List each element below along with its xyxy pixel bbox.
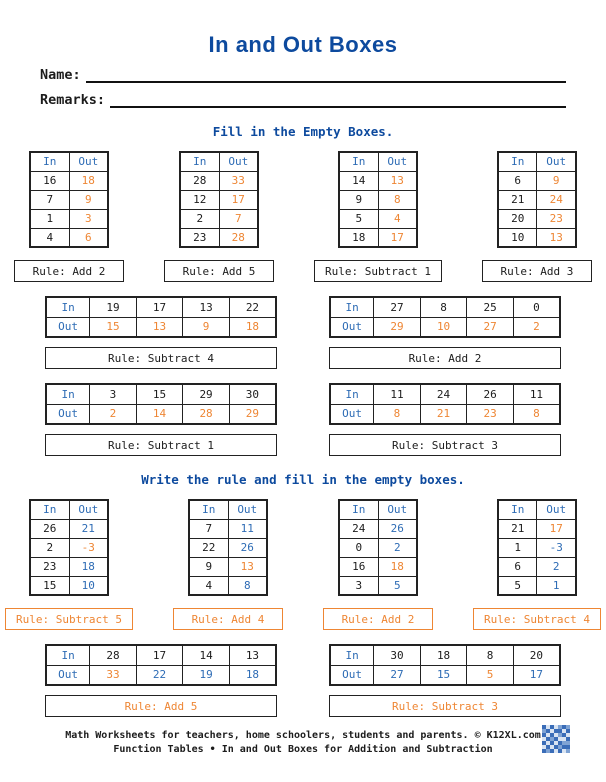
- in-out-table: [45, 644, 277, 686]
- in-out-table: [338, 151, 418, 248]
- in-header: In: [46, 645, 90, 665]
- rule-box: Rule: Subtract 4: [45, 347, 277, 369]
- in-header: In: [30, 152, 69, 171]
- out-value: 26: [378, 519, 417, 538]
- in-value: 14: [183, 645, 230, 665]
- remarks-label: Remarks:: [40, 92, 106, 108]
- out-value: 27: [374, 665, 421, 685]
- worksheet-page: [0, 32, 606, 782]
- out-value: -3: [69, 538, 108, 557]
- name-blank-line: [86, 66, 566, 83]
- rule-box: Rule: Add 5: [45, 695, 277, 717]
- out-value: 19: [183, 665, 230, 685]
- out-value: 3: [69, 209, 108, 228]
- out-header: Out: [330, 404, 374, 424]
- in-value: 26: [30, 519, 69, 538]
- out-value: 9: [69, 190, 108, 209]
- rule-box: Rule: Subtract 3: [329, 695, 561, 717]
- footer-line-1: Math Worksheets for teachers, home schoolers, students and parents. © K12XL.com: [65, 730, 541, 741]
- out-header: Out: [46, 404, 90, 424]
- in-value: 0: [339, 538, 378, 557]
- out-value: 9: [183, 317, 230, 337]
- out-header: Out: [378, 500, 417, 519]
- in-value: 17: [136, 645, 183, 665]
- in-header: In: [339, 152, 378, 171]
- section1-horizontal-tables-row1: [45, 296, 561, 369]
- in-value: 24: [339, 519, 378, 538]
- section2-heading: Write the rule and fill in the empty boxes.: [141, 472, 465, 487]
- out-value: 2: [513, 317, 560, 337]
- table-block: [45, 296, 277, 369]
- section1-vertical-tables: [0, 151, 606, 282]
- in-value: 6: [498, 557, 537, 576]
- in-value: 7: [189, 519, 228, 538]
- in-value: 2: [180, 209, 219, 228]
- out-value: 8: [374, 404, 421, 424]
- out-value: 23: [537, 209, 576, 228]
- in-value: 9: [339, 190, 378, 209]
- in-out-table: [179, 151, 259, 248]
- in-value: 16: [30, 171, 69, 190]
- out-value: 2: [90, 404, 137, 424]
- out-value: 18: [229, 665, 276, 685]
- out-value: 17: [378, 228, 417, 247]
- rule-box: Rule: Subtract 4: [473, 608, 601, 630]
- out-value: 7: [219, 209, 258, 228]
- out-value: 29: [374, 317, 421, 337]
- in-value: 15: [136, 384, 183, 404]
- out-value: 15: [90, 317, 137, 337]
- in-value: 20: [498, 209, 537, 228]
- out-value: 8: [513, 404, 560, 424]
- in-header: In: [498, 500, 537, 519]
- in-value: 11: [374, 384, 421, 404]
- footer: [0, 729, 606, 757]
- in-value: 4: [189, 576, 228, 595]
- in-value: 0: [513, 297, 560, 317]
- in-value: 22: [189, 538, 228, 557]
- in-value: 3: [339, 576, 378, 595]
- table-block: [329, 296, 561, 369]
- name-field: [40, 66, 566, 83]
- out-header: Out: [228, 500, 267, 519]
- in-out-table: [329, 383, 561, 425]
- page-title: In and Out Boxes: [208, 32, 398, 57]
- section2-vertical-tables: [0, 499, 606, 630]
- out-value: 4: [378, 209, 417, 228]
- out-value: 5: [467, 665, 514, 685]
- in-value: 14: [339, 171, 378, 190]
- out-value: 10: [69, 576, 108, 595]
- out-header: Out: [537, 500, 576, 519]
- table-block: [323, 499, 433, 630]
- in-value: 21: [498, 190, 537, 209]
- in-value: 15: [30, 576, 69, 595]
- in-value: 3: [90, 384, 137, 404]
- section2-horizontal-tables: [45, 644, 561, 717]
- table-block: [14, 151, 124, 282]
- in-header: In: [330, 297, 374, 317]
- in-value: 28: [90, 645, 137, 665]
- in-value: 11: [513, 384, 560, 404]
- in-value: 9: [189, 557, 228, 576]
- remarks-blank-line: [110, 91, 566, 108]
- in-value: 23: [30, 557, 69, 576]
- out-value: 10: [420, 317, 467, 337]
- out-value: 15: [420, 665, 467, 685]
- in-value: 8: [420, 297, 467, 317]
- out-value: 13: [228, 557, 267, 576]
- in-value: 6: [498, 171, 537, 190]
- table-block: [329, 383, 561, 456]
- rule-box: Rule: Subtract 3: [329, 434, 561, 456]
- out-value: 33: [90, 665, 137, 685]
- in-value: 17: [136, 297, 183, 317]
- out-value: 5: [378, 576, 417, 595]
- in-value: 1: [498, 538, 537, 557]
- in-value: 12: [180, 190, 219, 209]
- qr-code-icon: [542, 725, 570, 753]
- in-value: 10: [498, 228, 537, 247]
- table-block: [314, 151, 442, 282]
- in-header: In: [330, 384, 374, 404]
- out-value: 14: [136, 404, 183, 424]
- name-label: Name:: [40, 67, 81, 83]
- in-value: 21: [498, 519, 537, 538]
- out-value: 8: [378, 190, 417, 209]
- out-header: Out: [330, 665, 374, 685]
- out-value: 18: [69, 557, 108, 576]
- section1-horizontal-tables-row2: [45, 383, 561, 456]
- in-value: 24: [420, 384, 467, 404]
- in-out-table: [45, 383, 277, 425]
- in-value: 13: [229, 645, 276, 665]
- in-value: 5: [339, 209, 378, 228]
- out-value: 8: [228, 576, 267, 595]
- in-out-table: [329, 644, 561, 686]
- in-out-table: [338, 499, 418, 596]
- out-value: 23: [467, 404, 514, 424]
- table-block: [329, 644, 561, 717]
- rule-box: Rule: Subtract 5: [5, 608, 133, 630]
- in-value: 20: [513, 645, 560, 665]
- in-value: 19: [90, 297, 137, 317]
- in-value: 8: [467, 645, 514, 665]
- in-value: 23: [180, 228, 219, 247]
- out-value: 17: [537, 519, 576, 538]
- in-header: In: [330, 645, 374, 665]
- out-value: 2: [537, 557, 576, 576]
- table-block: [164, 151, 274, 282]
- in-out-table: [497, 499, 577, 596]
- in-out-table: [329, 296, 561, 338]
- table-block: [5, 499, 133, 630]
- in-value: 5: [498, 576, 537, 595]
- in-value: 16: [339, 557, 378, 576]
- out-value: 26: [228, 538, 267, 557]
- rule-box: Rule: Add 2: [329, 347, 561, 369]
- out-value: 2: [378, 538, 417, 557]
- out-value: -3: [537, 538, 576, 557]
- out-value: 18: [378, 557, 417, 576]
- in-value: 1: [30, 209, 69, 228]
- rule-box: Rule: Add 2: [323, 608, 433, 630]
- in-out-table: [29, 499, 109, 596]
- in-header: In: [339, 500, 378, 519]
- out-value: 6: [69, 228, 108, 247]
- out-value: 18: [69, 171, 108, 190]
- table-block: [473, 499, 601, 630]
- in-out-table: [45, 296, 277, 338]
- rule-box: Rule: Add 4: [173, 608, 283, 630]
- out-value: 28: [183, 404, 230, 424]
- rule-box: Rule: Subtract 1: [45, 434, 277, 456]
- section1-heading: Fill in the Empty Boxes.: [212, 124, 394, 139]
- out-value: 24: [537, 190, 576, 209]
- in-value: 30: [229, 384, 276, 404]
- in-value: 18: [339, 228, 378, 247]
- in-header: In: [189, 500, 228, 519]
- in-header: In: [498, 152, 537, 171]
- out-header: Out: [330, 317, 374, 337]
- in-value: 25: [467, 297, 514, 317]
- out-value: 29: [229, 404, 276, 424]
- out-value: 28: [219, 228, 258, 247]
- in-value: 27: [374, 297, 421, 317]
- out-value: 9: [537, 171, 576, 190]
- in-out-table: [497, 151, 577, 248]
- rule-box: Rule: Add 5: [164, 260, 274, 282]
- in-value: 4: [30, 228, 69, 247]
- out-header: Out: [69, 152, 108, 171]
- rule-box: Rule: Subtract 1: [314, 260, 442, 282]
- out-header: Out: [219, 152, 258, 171]
- in-value: 13: [183, 297, 230, 317]
- out-header: Out: [537, 152, 576, 171]
- remarks-field: [40, 91, 566, 108]
- out-value: 17: [219, 190, 258, 209]
- in-value: 7: [30, 190, 69, 209]
- in-header: In: [46, 384, 90, 404]
- out-value: 13: [378, 171, 417, 190]
- in-out-table: [29, 151, 109, 248]
- table-block: [45, 383, 277, 456]
- in-header: In: [180, 152, 219, 171]
- in-value: 26: [467, 384, 514, 404]
- in-out-table: [188, 499, 268, 596]
- table-block: [482, 151, 592, 282]
- in-value: 28: [180, 171, 219, 190]
- out-header: Out: [378, 152, 417, 171]
- rule-box: Rule: Add 2: [14, 260, 124, 282]
- in-header: In: [46, 297, 90, 317]
- out-value: 1: [537, 576, 576, 595]
- rule-box: Rule: Add 3: [482, 260, 592, 282]
- out-header: Out: [69, 500, 108, 519]
- out-value: 13: [537, 228, 576, 247]
- footer-line-2: Function Tables • In and Out Boxes for Addition and Subtraction: [113, 744, 493, 755]
- out-header: Out: [46, 665, 90, 685]
- in-value: 30: [374, 645, 421, 665]
- out-value: 13: [136, 317, 183, 337]
- in-value: 22: [229, 297, 276, 317]
- in-header: In: [30, 500, 69, 519]
- out-value: 21: [69, 519, 108, 538]
- out-header: Out: [46, 317, 90, 337]
- table-block: [173, 499, 283, 630]
- out-value: 21: [420, 404, 467, 424]
- out-value: 11: [228, 519, 267, 538]
- table-block: [45, 644, 277, 717]
- out-value: 33: [219, 171, 258, 190]
- in-value: 18: [420, 645, 467, 665]
- out-value: 17: [513, 665, 560, 685]
- out-value: 18: [229, 317, 276, 337]
- out-value: 27: [467, 317, 514, 337]
- out-value: 22: [136, 665, 183, 685]
- in-value: 29: [183, 384, 230, 404]
- in-value: 2: [30, 538, 69, 557]
